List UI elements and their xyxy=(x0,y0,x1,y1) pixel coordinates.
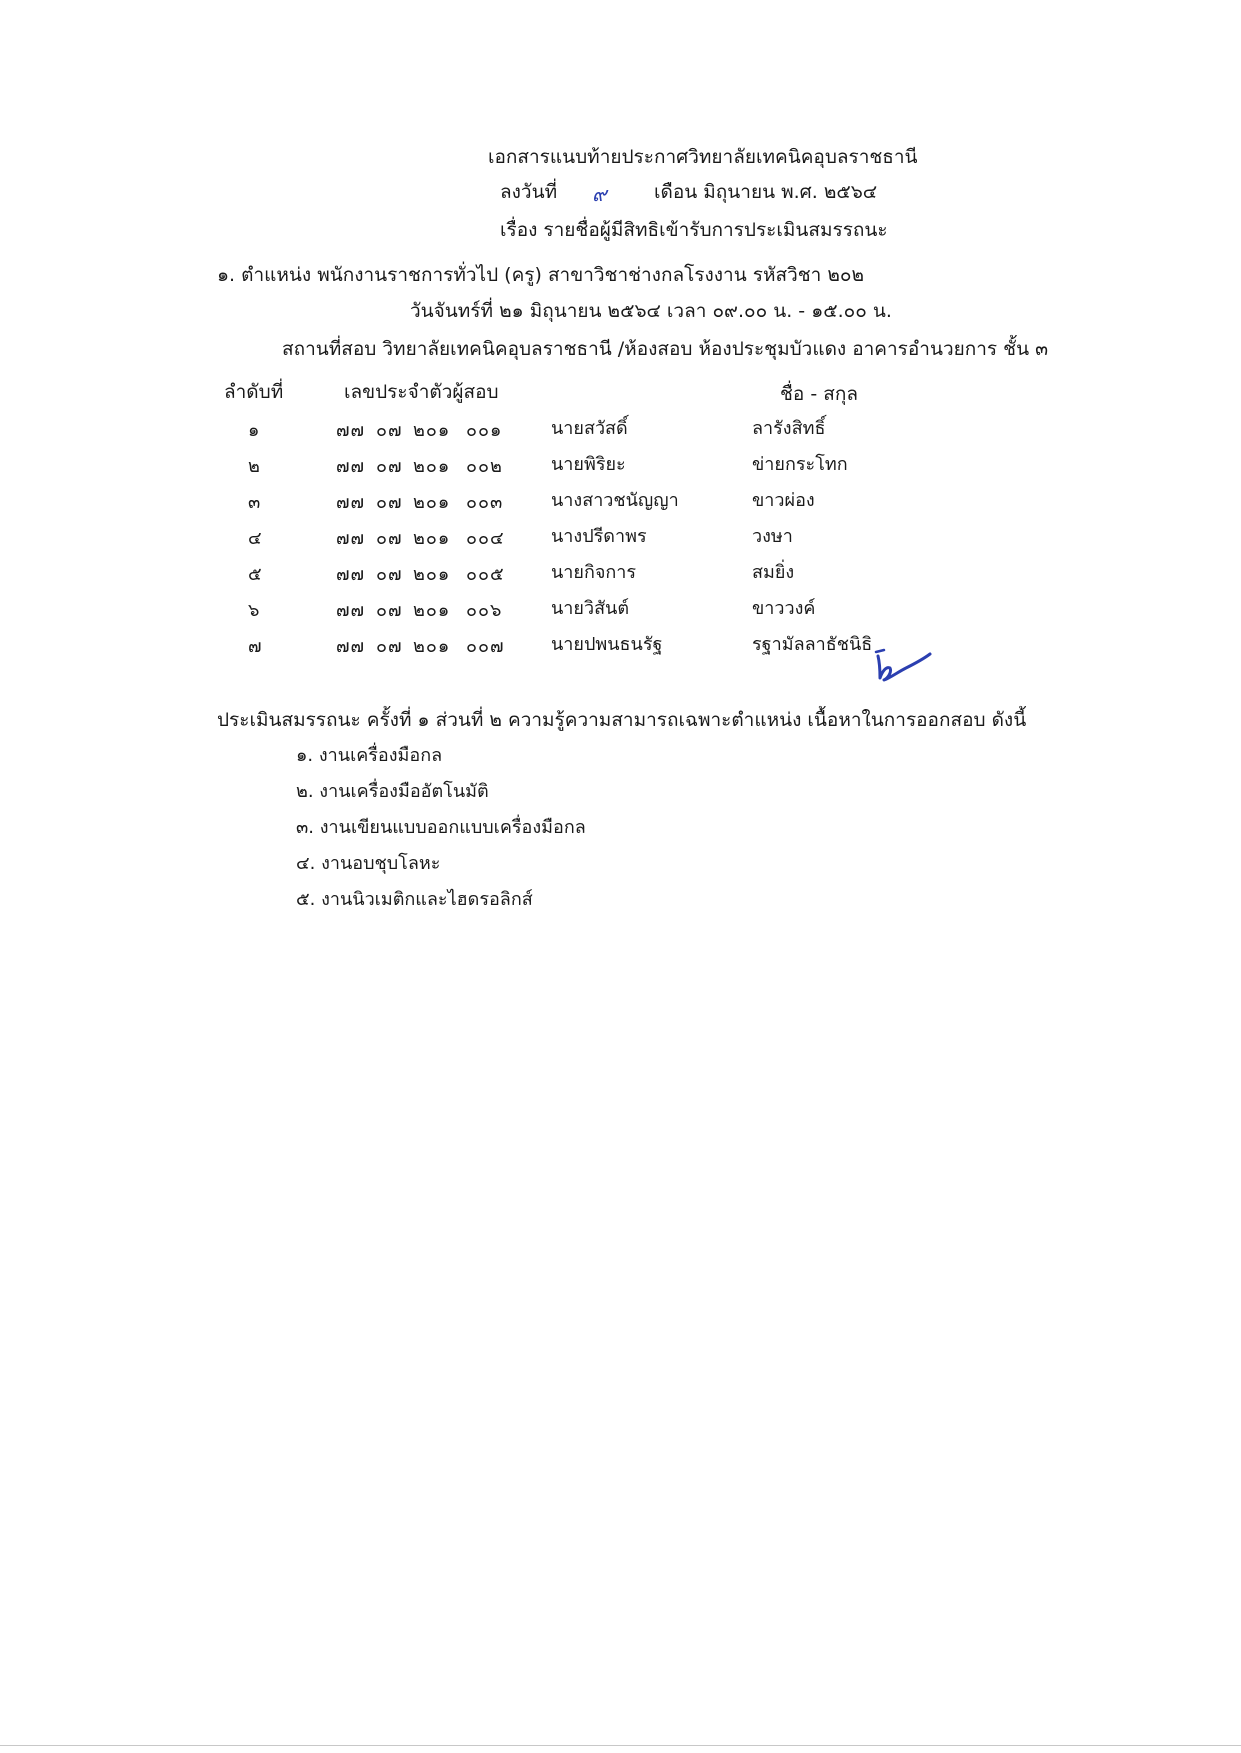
exam-id-part: ๐๗ xyxy=(376,492,403,513)
exam-id-part: ๐๗ xyxy=(376,636,403,657)
table-row-number: ๔ xyxy=(248,528,262,549)
candidate-first-name: นายกิจการ xyxy=(551,562,637,583)
table-header-exam-id: เลขประจำตัวผู้สอบ xyxy=(344,381,499,403)
candidate-last-name: ขาววงค์ xyxy=(752,598,816,619)
candidate-last-name: วงษา xyxy=(752,526,793,547)
exam-id-part: ๐๐๗ xyxy=(466,636,505,657)
candidate-first-name: นายสวัสดิ์ xyxy=(551,418,628,439)
assessment-topic: ๒. งานเครื่องมืออัตโนมัติ xyxy=(296,781,489,802)
table-row-number: ๕ xyxy=(248,564,262,585)
exam-id-part: ๐๗ xyxy=(376,600,403,621)
page-bottom-rule xyxy=(0,1745,1241,1746)
assessment-heading: ประเมินสมรรถนะ ครั้งที่ ๑ ส่วนที่ ๒ ความรู้ความสามารถเฉพาะตำแหน่ง เนื้อหาในการออกสอบ ดังนี้ xyxy=(217,709,1027,731)
exam-id-part: ๐๗ xyxy=(376,564,403,585)
header-line-1: เอกสารแนบท้ายประกาศวิทยาลัยเทคนิคอุบลราชธานี xyxy=(488,146,918,168)
exam-id-part: ๐๐๖ xyxy=(466,600,503,621)
exam-id-part: ๐๐๓ xyxy=(466,492,504,513)
candidate-last-name: ลารังสิทธิ์ xyxy=(752,418,826,439)
exam-id-part: ๐๐๒ xyxy=(466,456,503,477)
table-row-number: ๓ xyxy=(248,492,261,513)
candidate-first-name: นายวิสันต์ xyxy=(551,598,630,619)
assessment-topic: ๑. งานเครื่องมือกล xyxy=(296,745,443,766)
exam-id-part: ๗๗ xyxy=(336,564,366,585)
assessment-topic: ๔. งานอบชุบโลหะ xyxy=(296,853,441,874)
table-header-name: ชื่อ - สกุล xyxy=(780,383,858,405)
exam-id-part: ๒๐๑ xyxy=(413,528,451,549)
assessment-topic: ๕. งานนิวเมติกและไฮดรอลิกส์ xyxy=(296,889,533,910)
table-row-number: ๒ xyxy=(248,456,260,477)
exam-id-part: ๒๐๑ xyxy=(413,420,451,441)
header-line-3: เรื่อง รายชื่อผู้มีสิทธิเข้ารับการประเมินสมรรถนะ xyxy=(500,219,888,241)
exam-id-part: ๗๗ xyxy=(336,600,366,621)
exam-id-part: ๐๐๕ xyxy=(466,564,505,585)
assessment-topic: ๓. งานเขียนแบบออกแบบเครื่องมือกล xyxy=(296,817,586,838)
position-title: ๑. ตำแหน่ง พนักงานราชการทั่วไป (ครู) สาขาวิชาช่างกลโรงงาน รหัสวิชา ๒๐๒ xyxy=(217,264,865,286)
candidate-last-name: สมยิ่ง xyxy=(752,562,795,583)
table-row-number: ๑ xyxy=(248,420,260,441)
exam-id-part: ๐๐๑ xyxy=(466,420,503,441)
header-line-2-prefix: ลงวันที่ xyxy=(500,181,558,203)
exam-id-part: ๗๗ xyxy=(336,636,366,657)
exam-id-part: ๗๗ xyxy=(336,420,366,441)
header-line-2-suffix: เดือน มิถุนายน พ.ศ. ๒๕๖๔ xyxy=(654,181,878,203)
signature-initials xyxy=(872,642,934,686)
candidate-first-name: นายพิริยะ xyxy=(551,454,626,475)
table-header-order: ลำดับที่ xyxy=(224,381,284,403)
candidate-last-name: ข่ายกระโทก xyxy=(752,454,848,475)
table-row-number: ๗ xyxy=(248,636,262,657)
candidate-last-name: รฐามัลลาธัชนิธิ xyxy=(752,634,873,655)
candidate-last-name: ขาวผ่อง xyxy=(752,490,815,511)
exam-id-part: ๒๐๑ xyxy=(413,492,451,513)
exam-id-part: ๐๗ xyxy=(376,528,403,549)
handwritten-day: ๙ xyxy=(592,182,607,206)
exam-id-part: ๒๐๑ xyxy=(413,456,451,477)
exam-id-part: ๗๗ xyxy=(336,492,366,513)
exam-id-part: ๗๗ xyxy=(336,528,366,549)
exam-id-part: ๐๗ xyxy=(376,420,403,441)
candidate-first-name: นางปรีดาพร xyxy=(551,526,647,547)
table-row-number: ๖ xyxy=(248,600,260,621)
exam-id-part: ๒๐๑ xyxy=(413,636,451,657)
position-venue: สถานที่สอบ วิทยาลัยเทคนิคอุบลราชธานี /ห้องสอบ ห้องประชุมบัวแดง อาคารอำนวยการ ชั้น ๓ xyxy=(282,338,1049,360)
exam-id-part: ๒๐๑ xyxy=(413,600,451,621)
exam-id-part: ๒๐๑ xyxy=(413,564,451,585)
candidate-first-name: นางสาวชนัญญา xyxy=(551,490,679,511)
position-datetime: วันจันทร์ที่ ๒๑ มิถุนายน ๒๕๖๔ เวลา ๐๙.๐๐ น. - ๑๕.๐๐ น. xyxy=(410,300,892,322)
exam-id-part: ๐๗ xyxy=(376,456,403,477)
exam-id-part: ๗๗ xyxy=(336,456,366,477)
exam-id-part: ๐๐๔ xyxy=(466,528,505,549)
candidate-first-name: นายปพนธนรัฐ xyxy=(551,634,663,655)
